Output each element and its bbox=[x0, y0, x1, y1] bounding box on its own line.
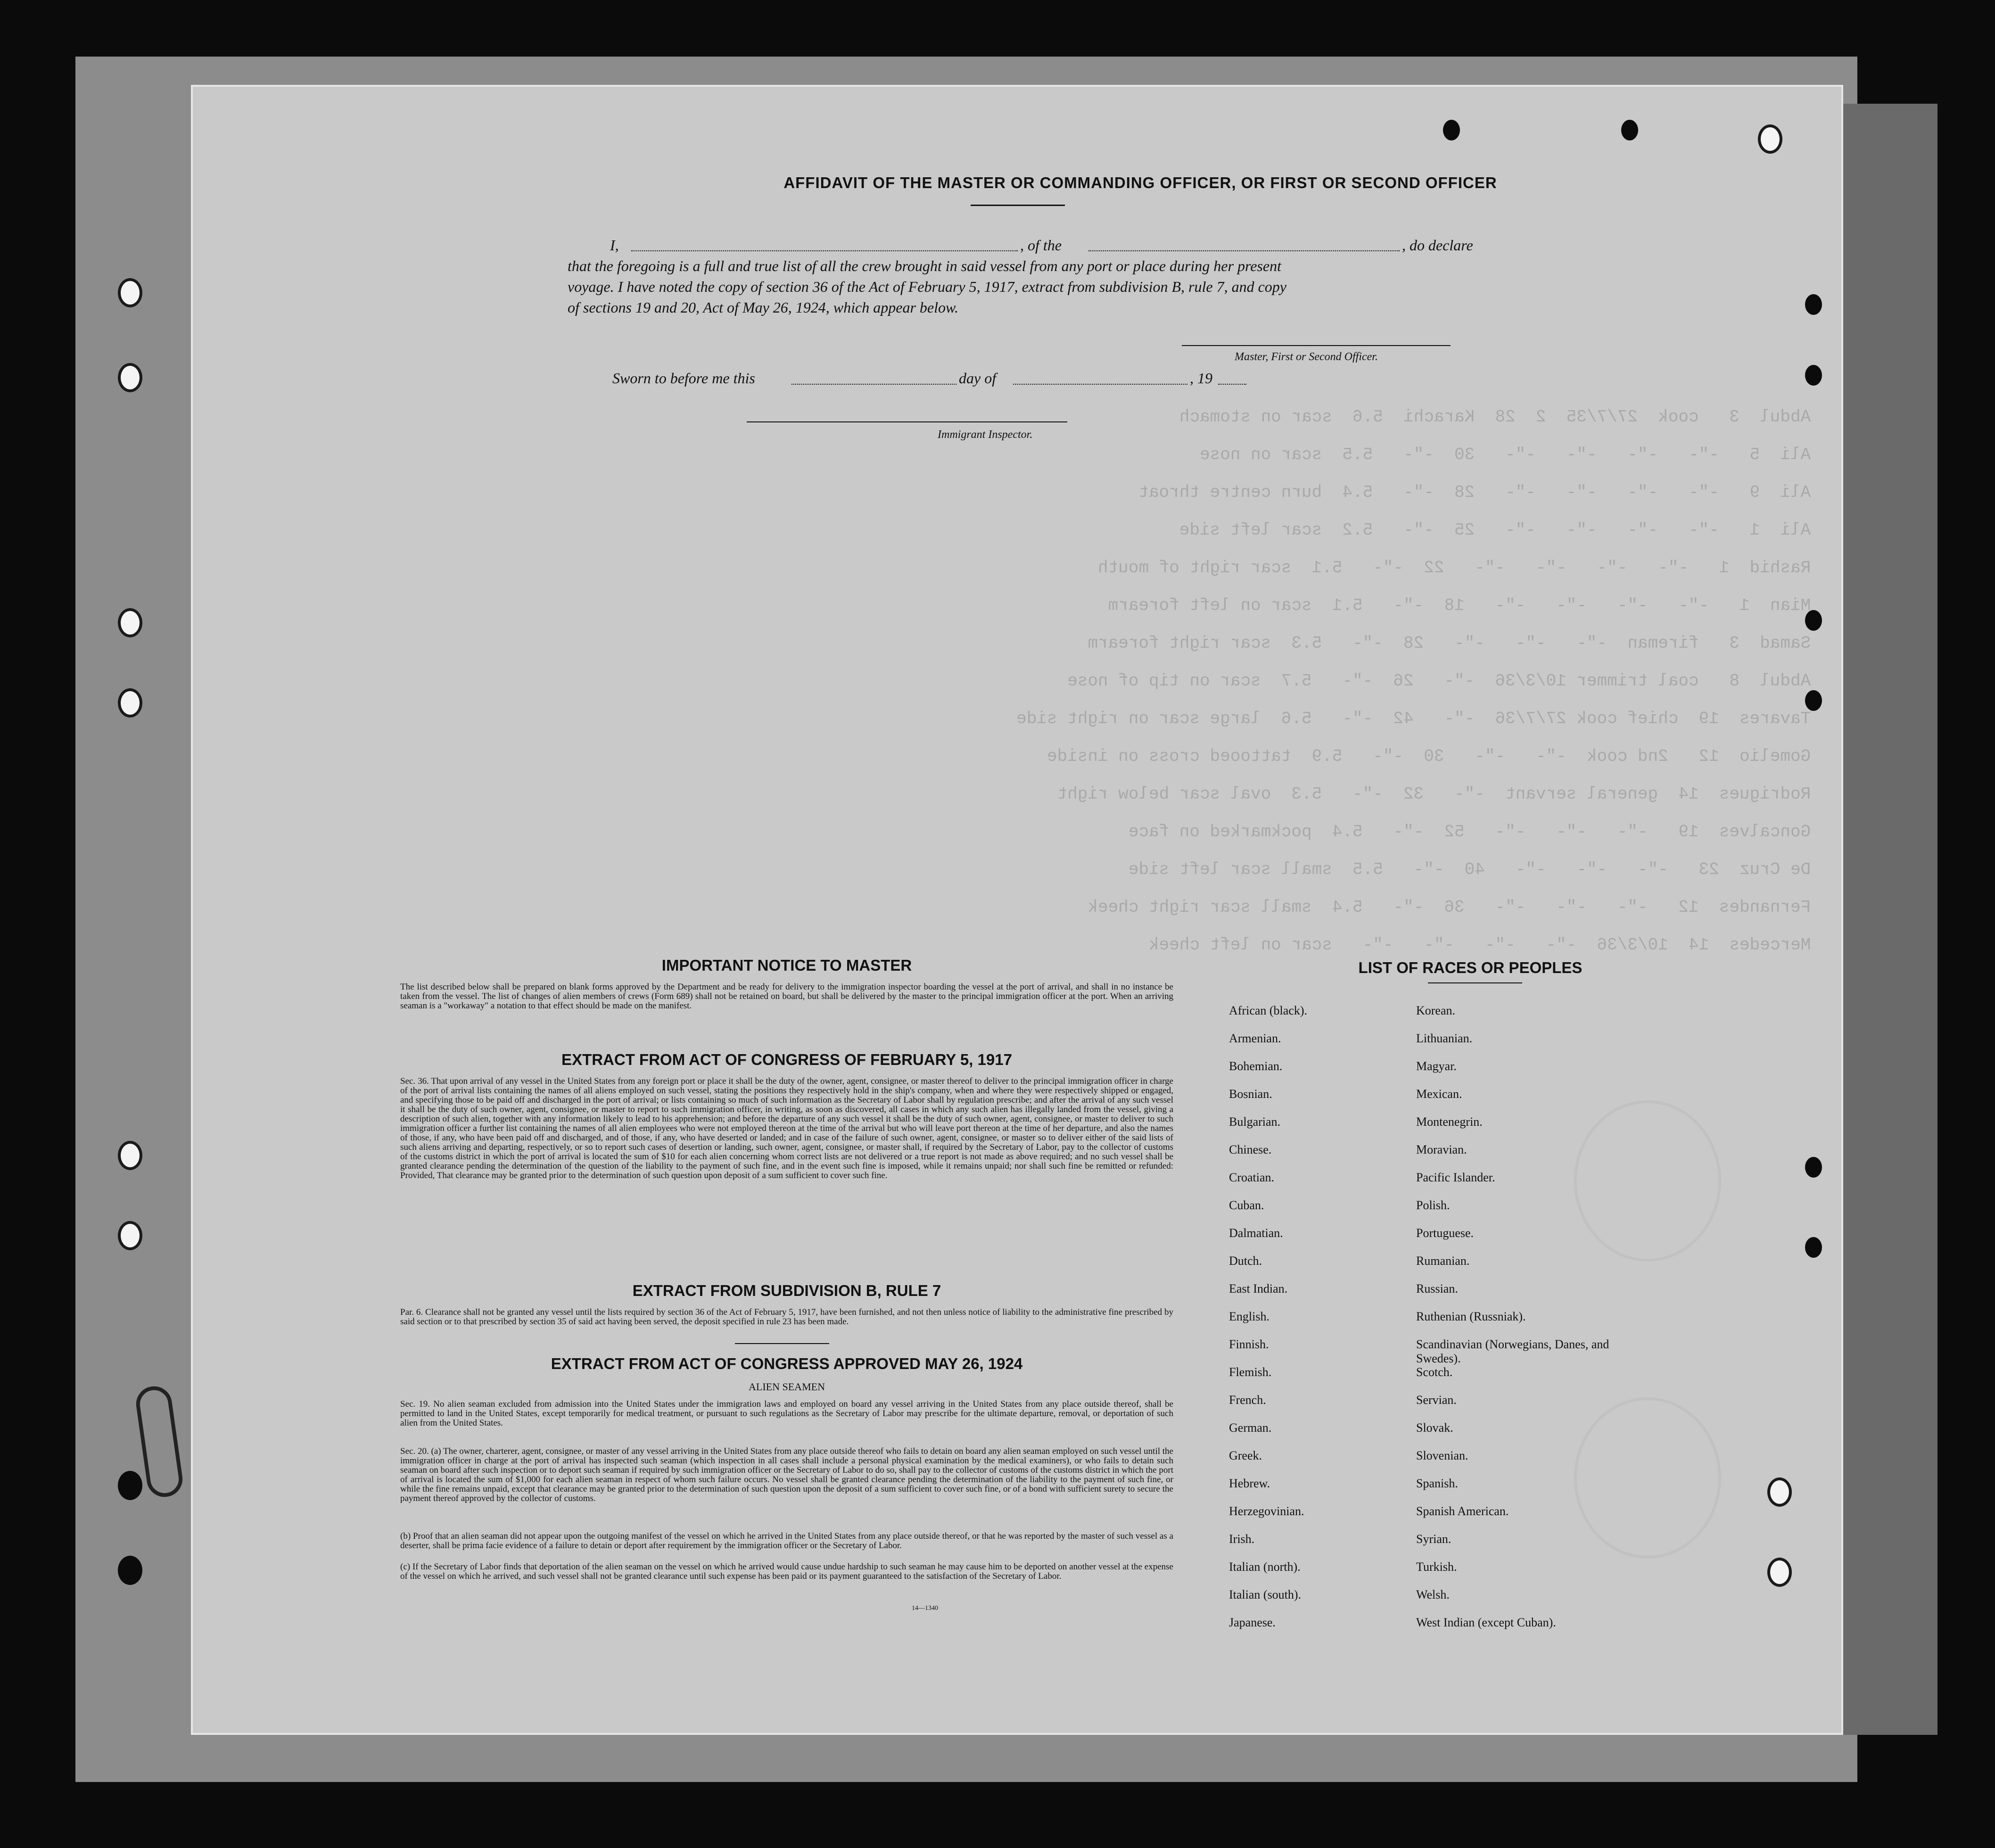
race-item: Pacific Islander. bbox=[1416, 1171, 1495, 1184]
punch-hole bbox=[1621, 120, 1638, 140]
sworn-day-of: day of bbox=[959, 370, 997, 387]
race-item: Chinese. bbox=[1229, 1143, 1272, 1156]
race-item: Slovak. bbox=[1416, 1421, 1453, 1435]
extract-1917-text: Sec. 36. That upon arrival of any vessel in the United States from any foreign port or place it shall be the duty of the owner, agent, consignee, or master thereof to deliver to the principal immigration officer in charge of the port of arrival lists containing the names of all aliens employed on such vessel, stating the positions they respectively hold in the ship's company, when and where they were respectively shipped or engaged, and specifying those to be paid off and discharged in the port of arrival; or lists containing so much of such information as the Secretary of Labor shall by regulation prescribe; and after the arrival of any such vessel it shall be the duty of such owner, agent, consignee, or master to report to such immigration officer, in writing, as soon as discovered, all cases in which any such alien has illegally landed from the vessel, giving a description of such alien, together with any information likely to lead to his apprehension; and before the departure of any such vessel it shall be the duty of such owner, agent, consignee, or master to deliver to such immigration officer a further list containing the names of all alien employees who were not employed thereon at the time of the arrival but who will leave port thereon at the time of her departure, and also the names of those, if any, who have been paid off and discharged, and of those, if any, who have deserted or landed; and in case of the failure of such owner, agent, consignee, or master so to deliver either of the said lists of such aliens arriving and departing, respectively, or so to report such cases of desertion or landing, such owner, agent, consignee, or master shall, if required by the Secretary of Labor, pay to the collector of customs of the customs district in which the port of arrival is located the sum of $10 for each alien concerning whom correct lists are not delivered or a true report is not made as above required; and no such vessel shall be granted clearance pending the determination of the question of the liability to the payment of such fine, and in the event such fine is imposed, while it remains unpaid; nor shall such fine be remitted or refunded: Provided, That clearance may be granted prior to the determination of such question upon deposit of a sum sufficient to cover such fine. bbox=[400, 1076, 1173, 1180]
race-item: Armenian. bbox=[1229, 1031, 1281, 1045]
extract-1917-title: EXTRACT FROM ACT OF CONGRESS OF FEBRUARY 5, 1917 bbox=[561, 1051, 1012, 1068]
race-item: Slovenian. bbox=[1416, 1449, 1468, 1462]
bleed-through-row: Abdul 8 coal trimmer 10/3/36 -"- 26 -"- 5.7 scar on tip of nose bbox=[1067, 671, 1841, 691]
race-item: Croatian. bbox=[1229, 1171, 1275, 1184]
binder-hole bbox=[118, 1221, 142, 1250]
punch-hole bbox=[1758, 124, 1782, 154]
vessel-blank[interactable] bbox=[1088, 249, 1400, 251]
race-item: Mexican. bbox=[1416, 1087, 1462, 1101]
race-item: Montenegrin. bbox=[1416, 1115, 1483, 1129]
race-item: German. bbox=[1229, 1421, 1272, 1435]
bleed-through-row: Rashid 1 -"- -"- -"- -"- 22 -"- 5.1 scar right of mouth bbox=[1097, 558, 1841, 578]
affidavit-line2: that the foregoing is a full and true list of all the crew brought in said vessel from any port or place during her present bbox=[568, 257, 1281, 274]
race-item: Spanish American. bbox=[1416, 1504, 1509, 1518]
races-right-column bbox=[1416, 1004, 1633, 1643]
affidavit-line4: of sections 19 and 20, Act of May 26, 1924, which appear below. bbox=[568, 299, 958, 316]
punch-hole bbox=[1767, 1477, 1792, 1507]
race-item: Bulgarian. bbox=[1229, 1115, 1281, 1129]
race-item: Scandinavian (Norwegians, Danes, and Swedes). bbox=[1416, 1337, 1609, 1365]
bleed-through-row: Ali 5 -"- -"- -"- -"- 30 -"- 5.5 scar on nose bbox=[1199, 445, 1841, 464]
sec20b-text: (b) Proof that an alien seaman did not appear upon the outgoing manifest of the vessel on which he arrived in the United States from any place outside thereof, or that he was reported by the master of such vessel as a deserter, shall be prima facie evidence of a failure to detain or deport after requirement by the immigration officer or the Secretary of Labor. bbox=[400, 1531, 1173, 1551]
binder-hole bbox=[118, 278, 142, 307]
divider bbox=[971, 205, 1065, 206]
race-item: Welsh. bbox=[1416, 1588, 1450, 1601]
race-item: Polish. bbox=[1416, 1198, 1450, 1212]
affidavit-i: I, bbox=[610, 237, 619, 254]
race-item: Herzegovinian. bbox=[1229, 1504, 1304, 1518]
race-item: Italian (north). bbox=[1229, 1560, 1301, 1574]
affidavit-declare: , do declare bbox=[1402, 237, 1473, 254]
master-signature-line[interactable] bbox=[1182, 345, 1451, 346]
binder-hole bbox=[118, 1471, 142, 1500]
punch-hole bbox=[1805, 294, 1822, 315]
bleed-through-row: Rodrigues 14 general servant -"- 32 -"- 5.3 oval scar below right bbox=[1057, 784, 1841, 804]
sec19-text: Sec. 19. No alien seaman excluded from admission into the United States under the immigration laws and employed on board any vessel arriving in the United States from any place outside thereof, shall be permitted to land in the United States, except temporarily for medical treatment, or pursuant to such regulations as the Secretary of Labor may prescribe for the ultimate departure, removal, or deportation of such alien from the United States. bbox=[400, 1399, 1173, 1428]
affidavit-title: AFFIDAVIT OF THE MASTER OR COMMANDING OFFICER, OR FIRST OR SECOND OFFICER bbox=[783, 174, 1497, 191]
bleed-through-row: Goncalves 19 -"- -"- -"- 52 -"- 5.4 pockmarked on face bbox=[1128, 822, 1841, 842]
embossed-seal bbox=[1574, 1100, 1721, 1262]
race-item: Servian. bbox=[1416, 1393, 1457, 1407]
master-signature-label: Master, First or Second Officer. bbox=[1235, 351, 1378, 363]
sec20a-text: Sec. 20. (a) The owner, charterer, agent, consignee, or master of any vessel arriving in the United States from any place outside thereof who fails to detain on board any alien seaman employed on such vessel until the immigration officer in charge at the port of arrival has inspected such seaman (which inspection in all cases shall include a personal physical examination by the medical examiners), or who fails to detain such seaman on board after such inspection or to deport such seaman if required by such immigration officer or the Secretary of Labor to do so, shall pay to the collector of customs of the customs district in which the port of arrival is located the sum of $1,000 for each alien seaman in respect of whom such failure occurs. No vessel shall be granted clearance pending the determination of the liability to the payment of such fine, or while the fine remains unpaid, except that clearance may be granted prior to the determination of such question upon the deposit of a sum sufficient to cover such fine, or of a bond with sufficient surety to secure the payment thereof approved by the collector of customs. bbox=[400, 1446, 1173, 1503]
race-item: Italian (south). bbox=[1229, 1588, 1302, 1601]
divider bbox=[1428, 982, 1522, 983]
inspector-label: Immigrant Inspector. bbox=[938, 429, 1033, 441]
binder-hole bbox=[118, 1141, 142, 1170]
binder-hole bbox=[118, 363, 142, 392]
bleed-through-row: Mian 1 -"- -"- -"- -"- 18 -"- 5.1 scar on left forearm bbox=[1108, 596, 1841, 615]
punch-hole bbox=[1805, 690, 1822, 711]
race-item: Ruthenian (Russniak). bbox=[1416, 1310, 1526, 1323]
race-item: Magyar. bbox=[1416, 1059, 1457, 1073]
affidavit-of-the: , of the bbox=[1020, 237, 1062, 254]
race-item: Scotch. bbox=[1416, 1365, 1453, 1379]
binder-hole bbox=[118, 1556, 142, 1585]
races-left-column bbox=[1229, 1004, 1307, 1643]
bleed-through-row: Fernandes 12 -"- -"- -"- 36 -"- 5.4 small scar right cheek bbox=[1088, 898, 1841, 917]
embossed-seal bbox=[1574, 1397, 1721, 1559]
races-title: LIST OF RACES OR PEOPLES bbox=[1358, 959, 1583, 976]
backing-board-edge bbox=[1829, 104, 1937, 1735]
race-item: Cuban. bbox=[1229, 1198, 1264, 1212]
race-item: Syrian. bbox=[1416, 1532, 1451, 1546]
race-item: Dutch. bbox=[1229, 1254, 1262, 1268]
race-item: Lithuanian. bbox=[1416, 1031, 1473, 1045]
bleed-through-row: De Cruz 23 -"- -"- -"- 40 -"- 5.5 small scar left side bbox=[1128, 860, 1841, 879]
race-item: Moravian. bbox=[1416, 1143, 1467, 1156]
binder-hole bbox=[118, 688, 142, 718]
race-item: East Indian. bbox=[1229, 1282, 1288, 1295]
race-item: West Indian (except Cuban). bbox=[1416, 1616, 1556, 1629]
name-blank[interactable] bbox=[631, 249, 1018, 251]
race-item: French. bbox=[1229, 1393, 1266, 1407]
punch-hole bbox=[1805, 1157, 1822, 1178]
sworn-year-blank[interactable] bbox=[1218, 383, 1246, 385]
rule7-text: Par. 6. Clearance shall not be granted any vessel until the lists required by section 36 of the Act of February 5, 1917, have been furnished, and not then unless notice of liability to the administrative fine prescribed by said section or to that prescribed by section 35 of said act having been served, the deposit specified in rule 23 has been made. bbox=[400, 1307, 1173, 1327]
punch-hole bbox=[1805, 1237, 1822, 1258]
affidavit-line3: voyage. I have noted the copy of section 36 of the Act of February 5, 1917, extract from subdivision B, rule 7, and copy bbox=[568, 278, 1286, 295]
race-item: Greek. bbox=[1229, 1449, 1262, 1462]
race-item: Hebrew. bbox=[1229, 1477, 1270, 1490]
race-item: Finnish. bbox=[1229, 1337, 1269, 1351]
race-item: Korean. bbox=[1416, 1004, 1456, 1017]
race-item: Dalmatian. bbox=[1229, 1226, 1283, 1240]
sworn-label: Sworn to before me this bbox=[612, 370, 755, 387]
race-item: Turkish. bbox=[1416, 1560, 1457, 1574]
race-item: English. bbox=[1229, 1310, 1270, 1323]
sec20c-text: (c) If the Secretary of Labor finds that deportation of the alien seaman on the vessel on which he arrived would cause undue hardship to such seaman he may cause him to be deported on another vessel at the expense of the vessel on which he arrived, and such vessel shall not be granted clearance until such expense has been paid or its payment guaranteed to the satisfaction of the Secretary of Labor. bbox=[400, 1562, 1173, 1581]
notice-text: The list described below shall be prepared on blank forms approved by the Department and be ready for delivery to the immigration inspector boarding the vessel at the port of arrival, and shall in no instance be taken from the vessel. The list of changes of alien members of crews (Form 689) shall not be retained on board, but shall be delivered by the master to the principal immigration officer at the port. When an arriving seaman is a "workaway" a notation to that effect should be made on the manifest. bbox=[400, 982, 1173, 1011]
form-number: 14—1340 bbox=[912, 1605, 938, 1612]
manifest-sheet bbox=[191, 85, 1843, 1735]
notice-title: IMPORTANT NOTICE TO MASTER bbox=[661, 957, 912, 974]
rule7-title: EXTRACT FROM SUBDIVISION B, RULE 7 bbox=[632, 1282, 941, 1299]
inspector-signature-line[interactable] bbox=[747, 421, 1067, 422]
binder-hole bbox=[118, 608, 142, 637]
alien-seamen-subtitle: ALIEN SEAMEN bbox=[749, 1381, 825, 1393]
sworn-year: , 19 bbox=[1190, 370, 1212, 387]
extract-1924-title: EXTRACT FROM ACT OF CONGRESS APPROVED MAY 26, 1924 bbox=[551, 1355, 1023, 1372]
punch-hole bbox=[1443, 120, 1460, 140]
punch-hole bbox=[1805, 365, 1822, 386]
race-item: Irish. bbox=[1229, 1532, 1255, 1546]
bleed-through-row: Abdul 3 cook 27/7/35 2 28 Karachi 5.6 scar on stomach bbox=[1179, 407, 1841, 427]
bleed-through-row: Samad 3 fireman -"- -"- -"- 28 -"- 5.3 scar right forearm bbox=[1088, 634, 1841, 653]
sworn-month-blank[interactable] bbox=[1013, 383, 1187, 385]
race-item: African (black). bbox=[1229, 1004, 1308, 1017]
bleed-through-row: Mercedes 14 10/3/36 -"- -"- -"- -"- scar on left cheek bbox=[1148, 935, 1841, 955]
race-item: Portuguese. bbox=[1416, 1226, 1474, 1240]
bleed-through-row: Ali 9 -"- -"- -"- -"- 28 -"- 5.4 burn centre throat bbox=[1138, 483, 1841, 502]
punch-hole bbox=[1767, 1558, 1792, 1587]
race-item: Flemish. bbox=[1229, 1365, 1272, 1379]
race-item: Rumanian. bbox=[1416, 1254, 1470, 1268]
race-item: Japanese. bbox=[1229, 1616, 1276, 1629]
sworn-day-blank[interactable] bbox=[791, 383, 956, 385]
bleed-through-row: Ali 1 -"- -"- -"- -"- 25 -"- 5.2 scar left side bbox=[1179, 520, 1841, 540]
race-item: Bohemian. bbox=[1229, 1059, 1283, 1073]
bleed-through-row: Tavares 19 chief cook 27/7/36 -"- 42 -"- 5.6 large scar on right side bbox=[1016, 709, 1841, 728]
race-item: Bosnian. bbox=[1229, 1087, 1272, 1101]
divider bbox=[735, 1343, 829, 1344]
race-item: Spanish. bbox=[1416, 1477, 1458, 1490]
race-item: Russian. bbox=[1416, 1282, 1458, 1295]
bleed-through-row: Gomelio 12 2nd cook -"- -"- 30 -"- 5.9 tattooed cross on inside bbox=[1047, 747, 1841, 766]
